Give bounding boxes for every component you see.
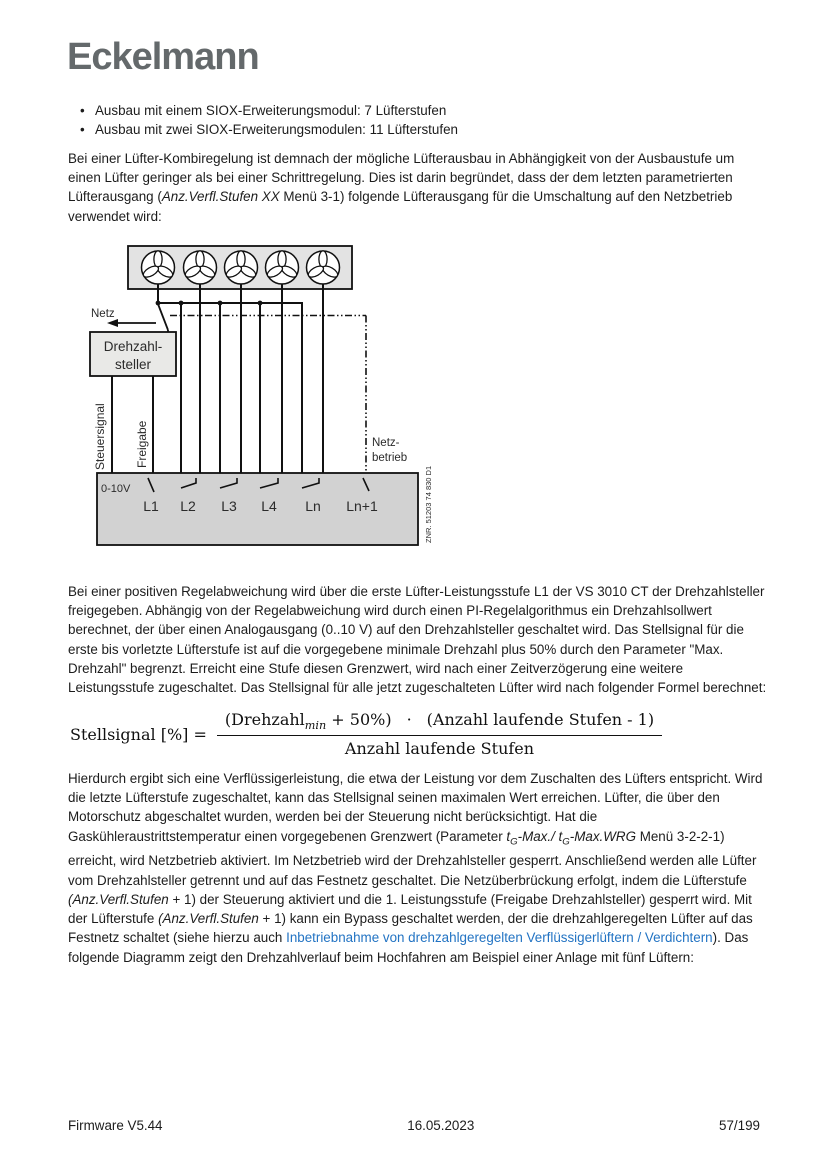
text-segment: + 1) kann ein Bypass geschaltet werden, der die drehzahlgeregelten Lüfter auf das Festnetz schaltet (siehe hierzu auch — [68, 911, 753, 946]
formula-term: + 50%) — [326, 710, 392, 729]
steuersignal-label: Steuersignal — [93, 403, 107, 470]
bullet-item: • Ausbau mit einem SIOX-Erweiterungsmodul: 7 Lüfterstufen — [78, 101, 758, 120]
paragraph-netzbetrieb — [68, 769, 768, 967]
stage-label-ln: Ln — [305, 498, 321, 514]
netz-arrowhead — [107, 319, 118, 327]
stage-label-l3: L3 — [221, 498, 237, 514]
formula-denominator: Anzahl laufende Stufen — [344, 739, 535, 759]
stage-label-ln1: Ln+1 — [346, 498, 378, 514]
netzbetrieb-label-line2: betrieb — [372, 452, 408, 464]
netzbetrieb-label-line1: Netz- — [372, 437, 400, 449]
footer-page-number: 57/199 — [719, 1118, 760, 1133]
formula-fraction — [217, 710, 662, 758]
speed-controller-label-line2: steller — [114, 357, 152, 372]
formula-numerator — [217, 710, 662, 736]
netz-label: Netz — [91, 308, 115, 320]
formula-term: (Drehzahl — [224, 710, 305, 729]
speed-controller-label-line1: Drehzahl- — [103, 339, 163, 354]
freigabe-label: Freigabe — [135, 420, 149, 468]
stage-label-l2: L2 — [180, 498, 196, 514]
text-segment: G — [562, 836, 570, 848]
stage-label-l4: L4 — [261, 498, 277, 514]
paragraph-regelung — [68, 582, 768, 697]
drawing-number: ZNR. 51203 74 830 D1 — [424, 465, 433, 543]
text-segment: -Max.WRG — [569, 828, 636, 844]
formula-subscript: min — [304, 719, 327, 733]
text-segment: Bei einer Lüfter-Kombiregelung ist demnach der mögliche Lüfterausbau in Abhängigkeit von der Ausbaustufe um einen Lüfter geringer als bei einer Schrittregelung. Dies ist darin begründet, dass der dem letzten parametrierten Lüfterausgang ( — [68, 151, 735, 205]
text-segment: Menü 3-1) folgende Lüfterausgang für die Umschaltung auf den Netzbetrieb verwendet wird: — [68, 189, 733, 224]
bullet-item: • Ausbau mit zwei SIOX-Erweiterungsmodulen: 11 Lüfterstufen — [78, 120, 758, 139]
formula-term: (Anzahl laufende Stufen - 1) — [426, 710, 655, 729]
text-segment: t — [506, 828, 511, 844]
inline-link[interactable]: Inbetriebnahme von drehzahlgeregelten Verflüssigerlüftern / Verdichtern — [286, 930, 713, 946]
text-segment: Anz.Verfl.Stufen XX — [161, 189, 280, 205]
voltage-range-label: 0-10V — [101, 483, 131, 495]
text-segment: + 1) der Steuerung aktiviert und die 1. Leistungsstufe (Freigabe Drehzahlsteller) gesperrt wird. Mit der Lüfterstufe — [68, 891, 752, 927]
paragraph-intro — [68, 149, 768, 226]
footer-firmware-version: Firmware V5.44 — [68, 1118, 163, 1133]
text-segment: ). Das folgende Diagramm zeigt den Drehzahlverlauf beim Hochfahren am Beispiel einer Anlage mit fünf Lüftern: — [68, 930, 749, 965]
formula-stellsignal — [70, 710, 662, 758]
text-segment: -Max./ — [517, 828, 559, 844]
mains-changeover-switch — [116, 304, 168, 333]
text-segment: G — [510, 836, 518, 848]
formula-lhs: Stellsignal [%] = — [70, 724, 207, 744]
company-logo: Eckelmann — [67, 36, 259, 78]
stage-label-l1: L1 — [143, 498, 159, 514]
text-segment: (Anz.Verfl.Stufen — [68, 891, 169, 907]
text-segment: Menü 3-2-2-1) erreicht, wird Netzbetrieb aktiviert. Im Netzbetrieb wird der Drehzahlsteller gesperrt. Anschließend werden alle Lüfter vom Drehzahlsteller getrennt und auf das Festnetz geschaltet. Die Netzüberbrückung erfolgt, indem die Lüfterstufe — [68, 828, 757, 888]
multiplication-dot: · — [406, 710, 412, 729]
text-segment: Hierdurch ergibt sich eine Verflüssigerleistung, die etwa der Leistung vor dem Zuschalten des Lüfters entspricht. Wird die letzte Lüfterstufe zugeschaltet, kann das Stellsignal seinen maximalen Wert erreichen. Lüfter, die über den Motorschutz abgeschaltet wurden, werden bei der Steuerung nicht berücksichtigt. Hat die Gaskühleraustrittstemperatur einen vorgegebenen Grenzwert (Parameter — [68, 771, 763, 844]
text-segment: Bei einer positiven Regelabweichung wird über die erste Lüfter-Leistungsstufe L1 der VS 3010 CT der Drehzahlsteller freigegeben. Abhängig von der Regelabweichung wird durch einen PI-Regelalgorithmus ein Drehzahlsollwert berechnet, der über einen Analogausgang (0..10 V) auf den Drehzahlsteller geschaltet wird. Das Stellsignal für die erste bis vorletzte Lüfterstufe ist auf die vorgegebene minimale Drehzahl plus 50% durch den Parameter "Max. Drehzahl" begrenzt. Erreicht eine Stufe diesen Grenzwert, wird nach einer Zeitverzögerung eine weitere Leistungsstufe zugeschaltet. Das Stellsignal für alle jetzt zugeschalteten Lüfter wird nach folgender Formel berechnet: — [68, 584, 767, 696]
page-footer — [68, 1118, 760, 1133]
footer-date: 16.05.2023 — [407, 1118, 475, 1133]
bullet-list — [78, 101, 758, 139]
text-segment: t — [558, 828, 563, 844]
fan-control-diagram — [88, 242, 450, 554]
text-segment: (Anz.Verfl.Stufen — [158, 911, 259, 927]
